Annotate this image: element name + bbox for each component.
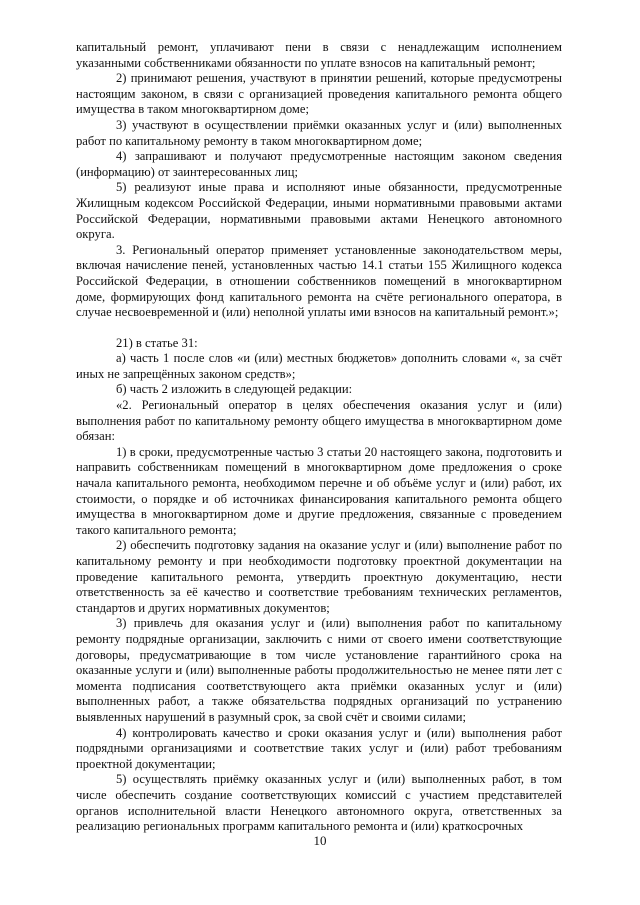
paragraph-duty-3: 3) привлечь для оказания услуг и (или) выполнения работ по капитальному ремонту подрядные организации, заключить с ними от своего имени соответствующие договоры, предусматривающие в том числе установление гарантийного срока на оказанные услуги и (или) выполненные работы продолжительностью не менее пяти лет с момента подписания соответствующего акта приёмки оказанных услуг и (или) выполненных работ, а также обязательства подрядных организаций по устранению выявленных нарушений в разумный срок, за свой счёт и своими силами;: [76, 616, 562, 724]
paragraph-subitem-b: б) часть 2 изложить в следующей редакции:: [116, 382, 353, 397]
paragraph-part-2: «2. Региональный оператор в целях обеспечения оказания услуг и (или) выполнения работ по капитальному ремонту общего имущества в многоквартирном доме обязан:: [76, 398, 562, 444]
page-number: 10: [313, 833, 327, 848]
paragraph-article-31: 21) в статье 31:: [116, 335, 198, 350]
paragraph-part-3: 3. Региональный оператор применяет установленные законодательством меры, включая начисление пеней, установленных частью 14.1 статьи 155 Жилищного кодекса Российской Федерации, в отношении собственников помещений в многоквартирном доме, формирующих фонд капитального ремонта на счёте регионального оператора, в случае несвоевременной и (или) неполной уплаты ими взносов на капитальный ремонт.»;: [76, 242, 562, 320]
paragraph-item-5: 5) реализуют иные права и исполняют иные обязанности, предусмотренные Жилищным кодексом Российской Федерации, иными нормативными правовыми актами Российской Федерации, нормативными правовыми актами Ненецкого автономного округа.: [76, 180, 562, 242]
paragraph-duty-4: 4) контролировать качество и сроки оказания услуг и (или) выполнения работ подрядными организациями и соответствие таких услуг и (или) работ требованиям проектной документации;: [76, 725, 562, 771]
paragraph-duty-1: 1) в сроки, предусмотренные частью 3 статьи 20 настоящего закона, подготовить и направить собственникам помещений в многоквартирном доме предложения о сроке начала капитального ремонта, необходимом перечне и об объёме услуг и (или) работ, их стоимости, о порядке и об источниках финансирования капитального ремонта общего имущества в многоквартирном доме и другие предложения, связанные с проведением такого капитального ремонта;: [76, 444, 562, 537]
paragraph-gap: [76, 321, 562, 336]
paragraph-item-3: 3) участвуют в осуществлении приёмки оказанных услуг и (или) выполненных работ по капитальному ремонту в таком многоквартирном доме;: [76, 117, 562, 148]
paragraph-duty-2: 2) обеспечить подготовку задания на оказание услуг и (или) выполнение работ по капитальному ремонту и при необходимости подготовку проектной документации на проведение капитального ремонта, утвердить проектную документацию, нести ответственность за её качество и соответствие требованиям технических регламентов, стандартов и других нормативных документов;: [76, 538, 562, 615]
paragraph-continuation: капитальный ремонт, уплачивают пени в связи с ненадлежащим исполнением указанными собственниками обязанности по уплате взносов на капитальный ремонт;: [76, 40, 562, 70]
document-body: [76, 40, 562, 835]
paragraph-subitem-a: а) часть 1 после слов «и (или) местных бюджетов» дополнить словами «, за счёт иных не запрещённых законом средств»;: [76, 351, 562, 381]
paragraph-item-2: 2) принимают решения, участвуют в принятии решений, которые предусмотрены настоящим законом, в связи с организацией проведения капитального ремонта общего имущества в таком многоквартирном доме;: [76, 71, 562, 117]
paragraph-item-4: 4) запрашивают и получают предусмотренные настоящим законом сведения (информацию) от заинтересованных лиц;: [76, 149, 562, 179]
paragraph-duty-5: 5) осуществлять приёмку оказанных услуг и (или) выполненных работ, в том числе обеспечить создание соответствующих комиссий с участием представителей органов исполнительной власти Ненецкого автономного округа, ответственных за реализацию региональных программ капитального ремонта и (или) краткосрочных: [76, 772, 562, 834]
